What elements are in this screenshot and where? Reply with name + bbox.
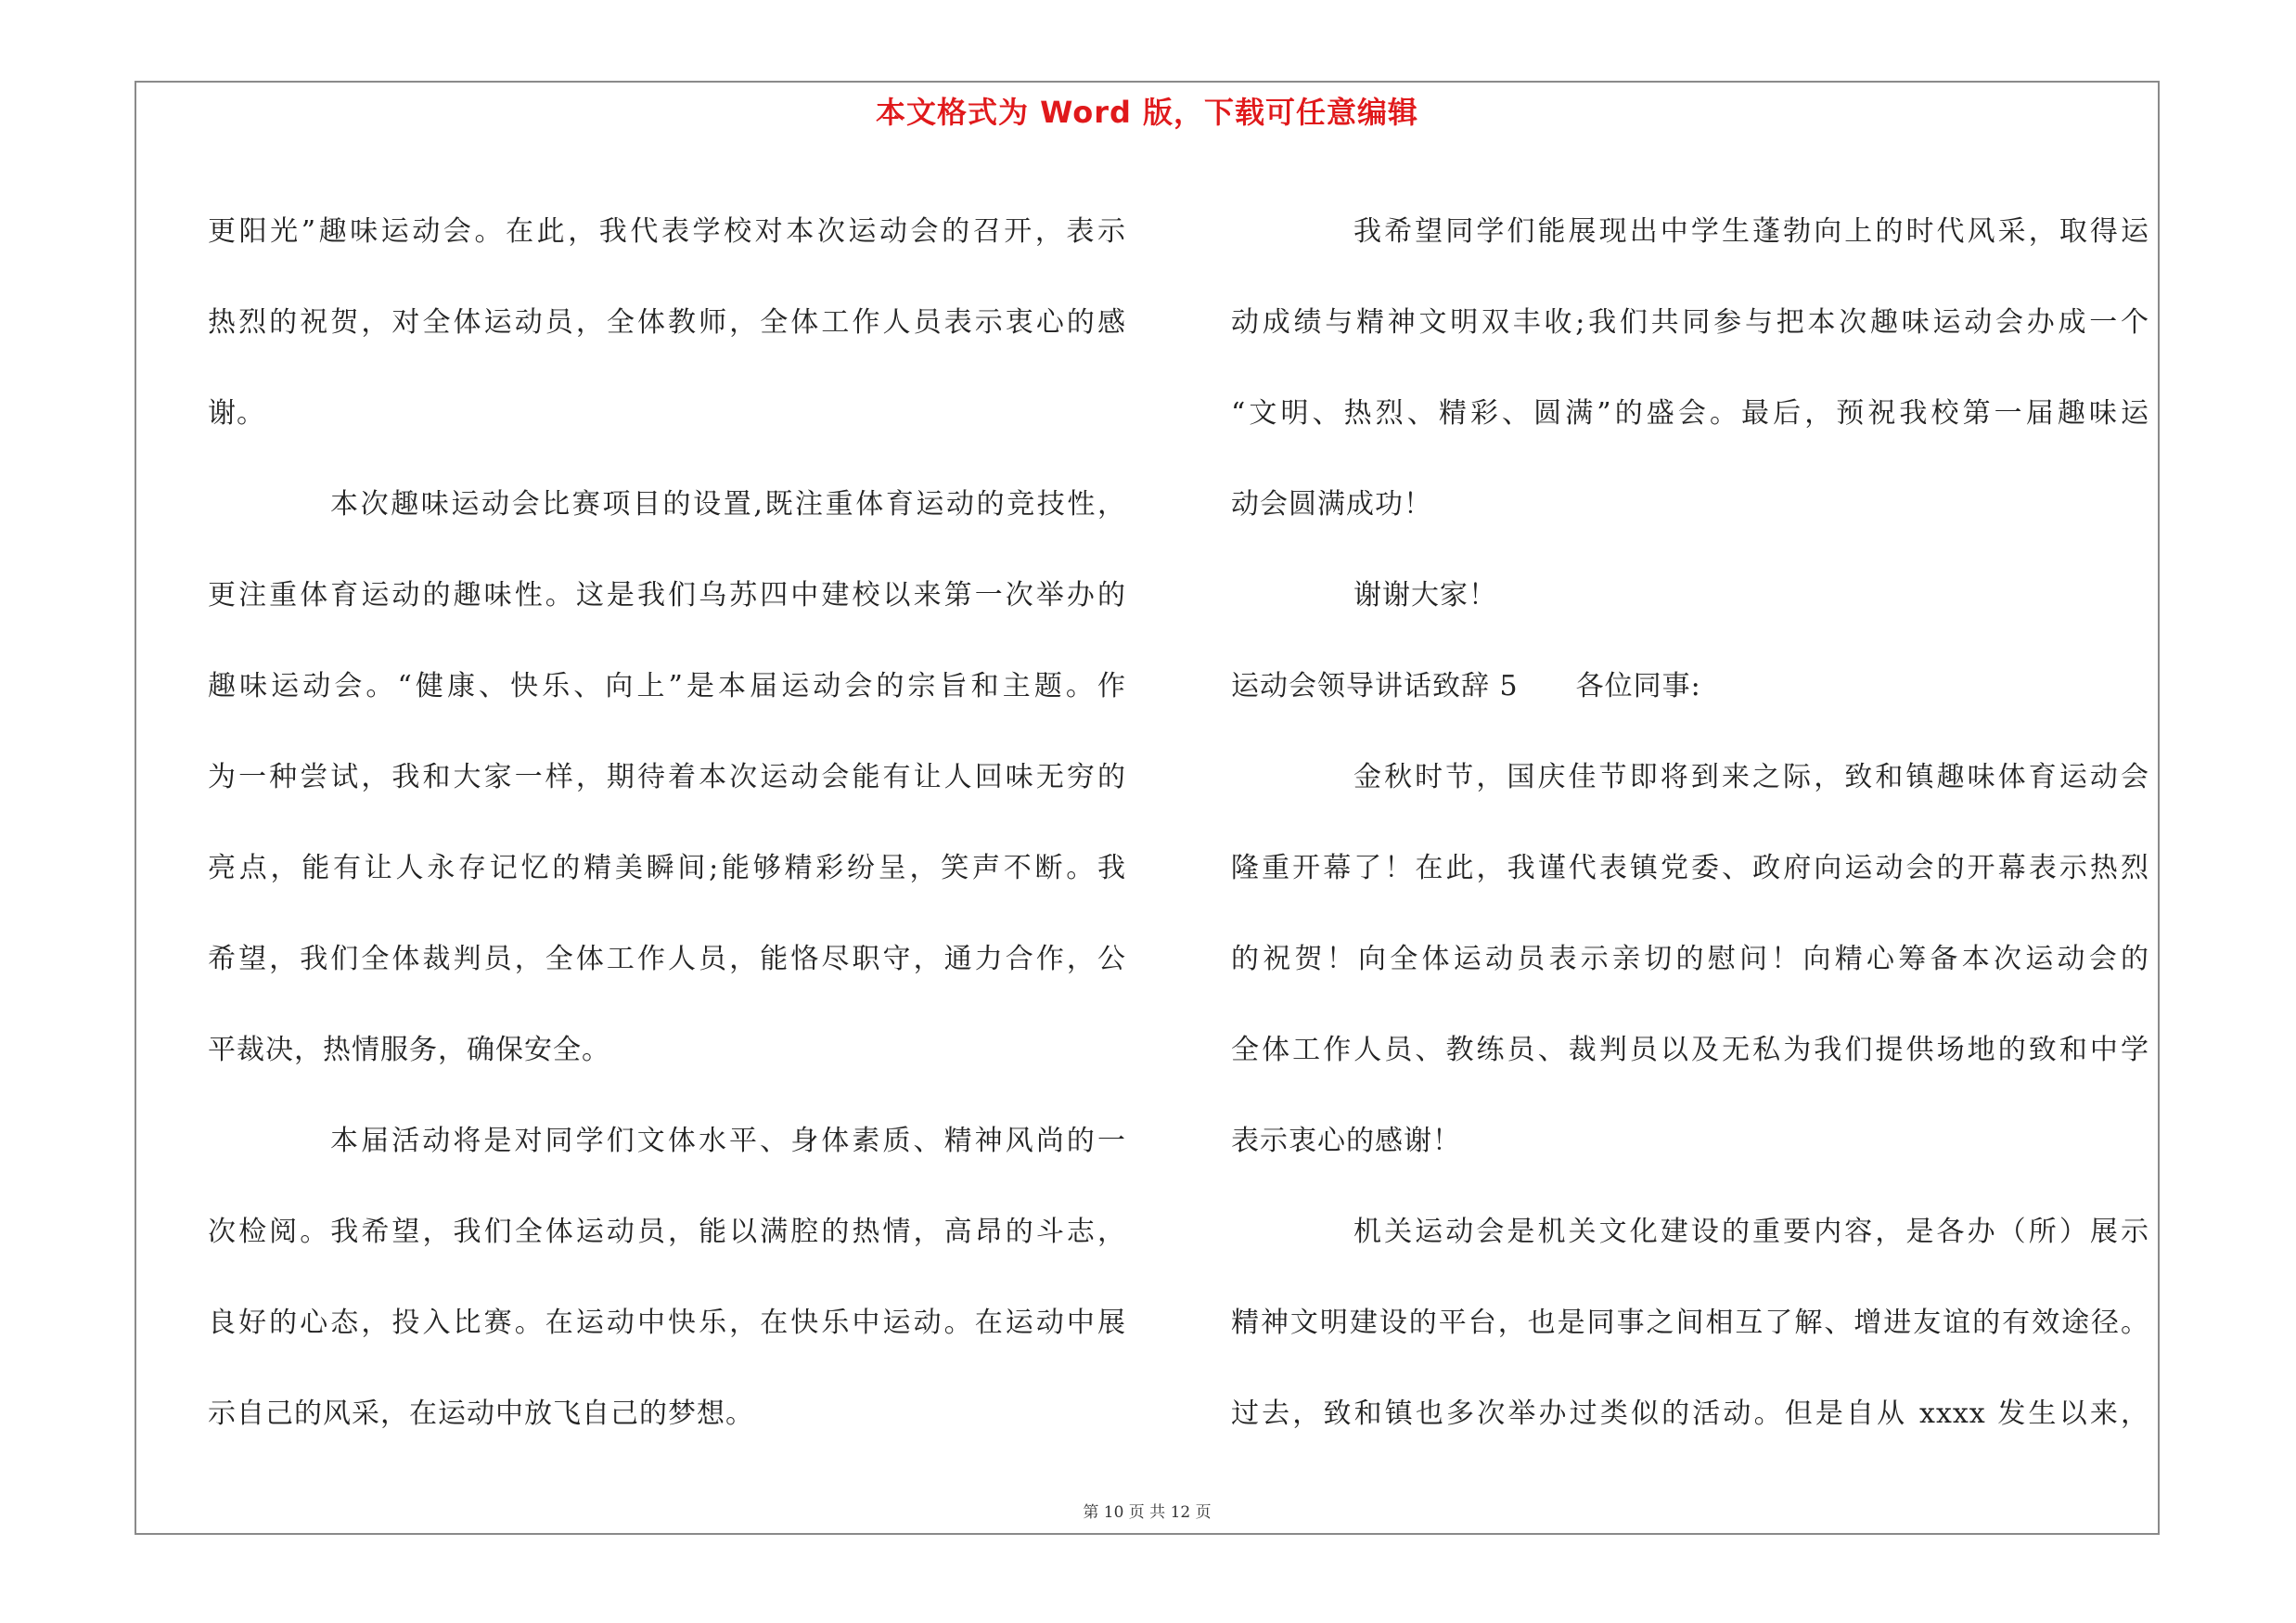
text-line: 希望，我们全体裁判员，全体工作人员，能恪尽职守，通力合作，公 xyxy=(208,943,1126,975)
text-line: 本届活动将是对同学们文体水平、身体素质、精神风尚的一 xyxy=(330,1125,1126,1157)
section-title: 运动会领导讲话致辞 5 xyxy=(1231,670,1519,702)
text-line: 隆重开幕了！在此，我谨代表镇党委、政府向运动会的开幕表示热烈 xyxy=(1231,852,2149,884)
text-line: 更注重体育运动的趣味性。这是我们乌苏四中建校以来第一次举办的 xyxy=(208,579,1126,612)
text-line: 趣味运动会。“健康、快乐、向上”是本届运动会的宗旨和主题。作 xyxy=(208,670,1126,702)
text-line: 示自己的风采，在运动中放飞自己的梦想。 xyxy=(208,1398,754,1430)
salutation: 各位同事: xyxy=(1575,670,1701,702)
text-line: 良好的心态，投入比赛。在运动中快乐，在快乐中运动。在运动中展 xyxy=(208,1307,1126,1339)
text-line: 金秋时节，国庆佳节即将到来之际，致和镇趣味体育运动会 xyxy=(1353,761,2149,793)
text-line: 次检阅。我希望，我们全体运动员，能以满腔的热情，高昂的斗志， xyxy=(208,1216,1126,1248)
section-heading xyxy=(1231,641,2149,732)
text-line: 本次趣味运动会比赛项目的设置,既注重体育运动的竞技性， xyxy=(330,488,1126,521)
text-line: 亮点，能有让人永存记忆的精美瞬间;能够精彩纷呈，笑声不断。我 xyxy=(208,852,1126,884)
text-line: 机关运动会是机关文化建设的重要内容，是各办（所）展示 xyxy=(1353,1216,2149,1248)
text-line: 的祝贺！向全体运动员表示亲切的慰问！向精心筹备本次运动会的 xyxy=(1231,943,2149,975)
text-line: 全体工作人员、教练员、裁判员以及无私为我们提供场地的致和中学 xyxy=(1231,1034,2149,1066)
text-line: 平裁决，热情服务，确保安全。 xyxy=(208,1034,610,1066)
text-line: 表示衷心的感谢！ xyxy=(1231,1125,1461,1157)
text-line: 过去，致和镇也多次举办过类似的活动。但是自从 xxxx 发生以来， xyxy=(1231,1398,2149,1430)
text-line: 我希望同学们能展现出中学生蓬勃向上的时代风采，取得运 xyxy=(1353,215,2149,248)
text-line: “文明、热烈、精彩、圆满”的盛会。最后，预祝我校第一届趣味运 xyxy=(1231,397,2149,430)
page-footer: 第 10 页 共 12 页 xyxy=(1083,1503,1212,1522)
text-line: 谢。 xyxy=(208,397,265,430)
text-line: 更阳光”趣味运动会。在此，我代表学校对本次运动会的召开，表示 xyxy=(208,215,1126,248)
format-banner: 本文格式为 Word 版，下载可任意编辑 xyxy=(875,95,1419,130)
right-column xyxy=(1231,187,2149,1460)
text-line: 动成绩与精神文明双丰收;我们共同参与把本次趣味运动会办成一个 xyxy=(1231,306,2149,339)
left-column xyxy=(208,187,1126,1460)
text-line: 谢谢大家！ xyxy=(1353,579,1497,612)
text-line: 为一种尝试，我和大家一样，期待着本次运动会能有让人回味无穷的 xyxy=(208,761,1126,793)
text-line: 热烈的祝贺，对全体运动员，全体教师，全体工作人员表示衷心的感 xyxy=(208,306,1126,339)
document-page xyxy=(135,81,2160,1535)
text-line: 动会圆满成功！ xyxy=(1231,488,1432,521)
text-line: 精神文明建设的平台，也是同事之间相互了解、增进友谊的有效途径。 xyxy=(1231,1307,2149,1339)
